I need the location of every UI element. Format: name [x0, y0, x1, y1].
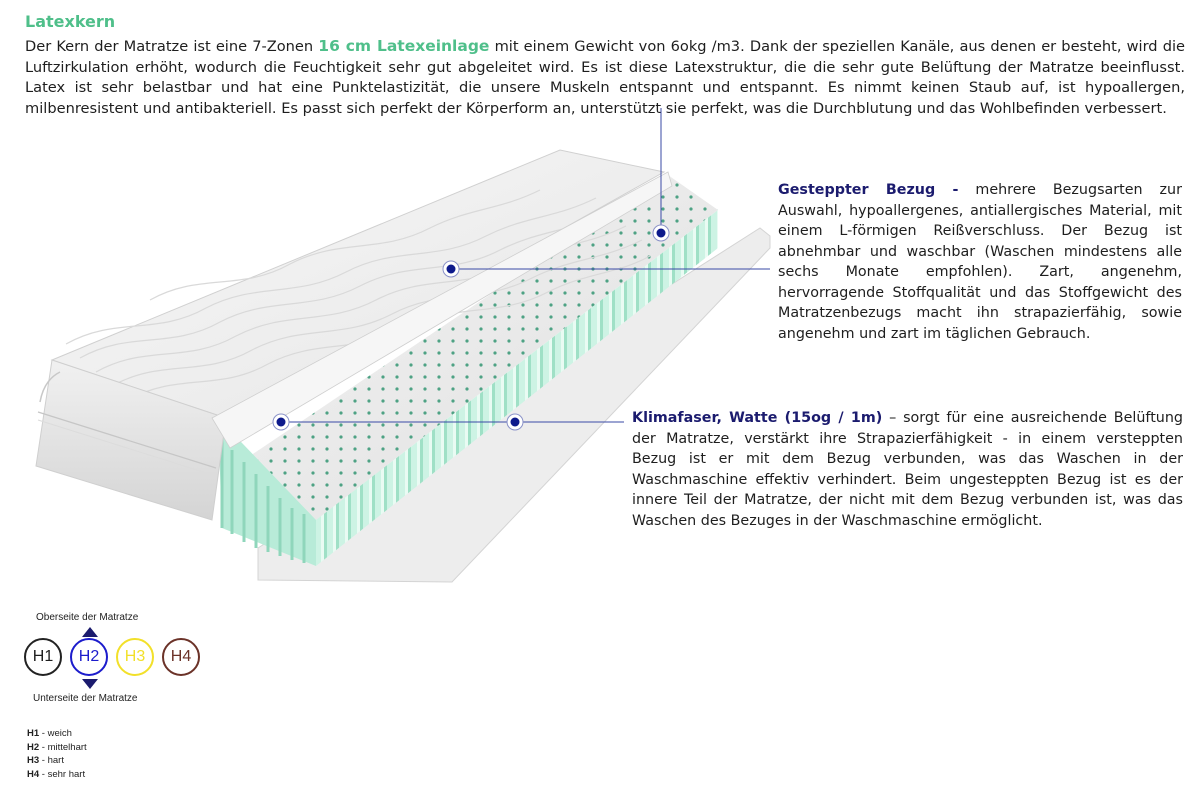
fiber-text: – sorgt für eine ausreichende Belüftung der Matratze, verstärkt ihre Strapazierfähigkeit - in einem versteppten Bezug ist er mit dem Bezug verbunden, was das Waschen in der Waschmaschine effektiv verhindert. Beim ungesteppten Bezug ist es der innere Teil der Matratze, der nicht mit dem Bezug verbunden ist, was das Waschen des Bezuges in der Waschmaschine ermöglicht. — [632, 410, 1183, 529]
legend-item: H2 - mittelhart — [27, 741, 87, 753]
fiber-title: Klimafaser, Watte (15og / 1m) — [632, 410, 883, 426]
intro-text-before: Der Kern der Matratze ist eine 7-Zonen — [25, 38, 319, 55]
hardness-circle-h3: H3 — [116, 638, 154, 676]
cover-text: mehrere Bezugsarten zur Auswahl, hypoallergenes, antiallergisches Material, mit einem L-förmigen Reißverschluss. Der Bezug ist abnehmbar und waschbar (Waschen mindestens alle sechs Monate empfohlen). Zart, angenehm, hervorragende Stoffqualität und das Stoffgewicht des Matratzenbezugs macht ihn strapazierfähig, sowie angenehm und zart im täglichen Gebrauch. — [778, 182, 1182, 342]
intro-highlight: 16 cm Latexeinlage — [318, 37, 490, 55]
cover-title: Gesteppter Bezug - — [778, 182, 959, 198]
hardness-circle-h1: H1 — [24, 638, 62, 676]
hardness-legend — [27, 727, 87, 781]
hardness-circle-h4: H4 — [162, 638, 200, 676]
marker-latex — [653, 225, 669, 241]
fiber-description — [632, 408, 1183, 531]
cover-description — [778, 180, 1182, 344]
marker-cover — [443, 261, 459, 277]
marker-fiber-left — [273, 414, 289, 430]
legend-item: H3 - hart — [27, 755, 64, 766]
intro-text-after: mit einem Gewicht von 6okg /m3. Dank der speziellen Kanäle, aus denen er besteht, wird die Luftzirkulation erhöht, wodurch die Feuchtigkeit sehr gut abgeleitet wird. Es ist diese Latexstruktur, die die sehr gute Belüftung der Matratze beeinflusst. Latex ist sehr belastbar und hat eine Punktelastizität, die unsere Muskeln entspannt und entspannt. Es nimmt keinen Staub auf, ist hypoallergen, milbenresistent und antibakteriell. Es passt sich perfekt der Körperform an, unterstützt sie perfekt, was die Durchblutung und das Wohlbefinden verbessert. — [25, 38, 1185, 117]
section-heading: Latexkern — [25, 12, 116, 31]
arrow-down-icon — [82, 679, 98, 689]
legend-item: H4 - sehr hart — [27, 768, 86, 780]
hardness-top-caption: Oberseite der Matratze — [36, 612, 139, 623]
arrow-up-icon — [82, 627, 98, 637]
hardness-circle-h2: H2 — [70, 638, 108, 676]
marker-fiber-right — [507, 414, 523, 430]
hardness-bottom-caption: Unterseite der Matratze — [33, 693, 138, 704]
legend-item: H1 - weich — [27, 728, 72, 739]
